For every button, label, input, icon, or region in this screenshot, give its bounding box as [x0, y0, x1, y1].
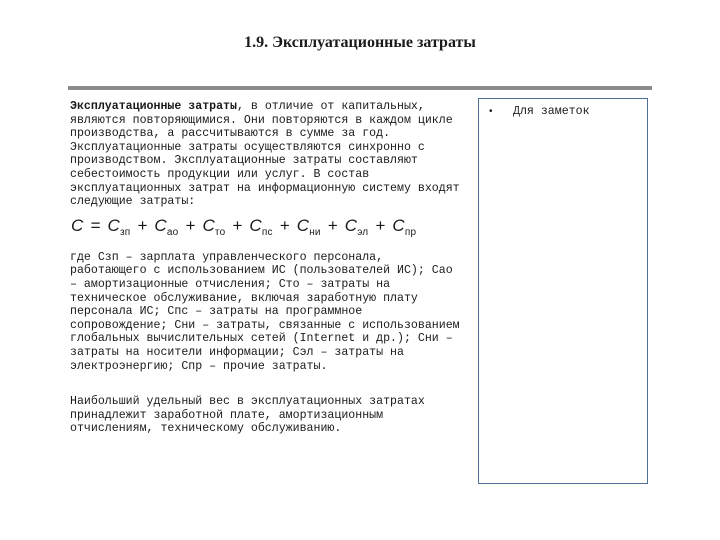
- intro-body: , в отличие от капитальных, являются повторяющимися. Они повторяются в каждом цикле производства, а рассчитываются в сумме за год. Эксплуатационные затраты осуществляются синхронно с производством. Эксплуатационные затраты составляют себестоимость продукции или услуг. В состав эксплуатационных затрат на информационную систему входят следующие затраты:: [70, 100, 460, 209]
- title-divider: [68, 86, 652, 90]
- notes-label: Для заметок: [513, 105, 590, 118]
- formula-equals: =: [90, 215, 101, 235]
- formula-term: $C_{то}$: [202, 215, 226, 238]
- formula-plus: +: [375, 215, 386, 235]
- formula-plus: +: [137, 215, 148, 235]
- formula-term: $C_{ао}$: [154, 215, 179, 238]
- intro-paragraph: [70, 100, 462, 209]
- formula-plus: +: [185, 215, 196, 235]
- formula-plus: +: [279, 215, 290, 235]
- explanation-paragraph: где Сзп – зарплата управленческого персонала, работающего с использованием ИС (пользователей ИС); Сао – амортизационные отчисления; Сто – затраты на техническое обслуживание, включая заработную плату персонала ИС; Спс – затраты на программное сопровождение; Сни – затраты, связанные с использованием глобальных вычислительных сетей (Internet и др.); Сни – затраты на носители информации; Сэл – затраты на электроэнергию; Спр – прочие затраты.: [70, 250, 460, 373]
- formula-plus: +: [327, 215, 338, 235]
- formula-term: $C_{эл}$: [344, 215, 369, 238]
- formula-term: $C_{пс}$: [249, 215, 273, 238]
- formula-term: $C_{ни}$: [296, 215, 321, 238]
- conclusion-paragraph: Наибольший удельный вес в эксплуатационных затратах принадлежит заработной плате, амортизационным отчислениям, техническому обслуживанию.: [70, 395, 425, 436]
- formula-lhs: C: [71, 215, 84, 235]
- formula-term: $C_{зп}$: [107, 215, 131, 238]
- bullet-icon: •: [489, 106, 493, 117]
- formula-term: $C_{пр}$: [392, 215, 417, 238]
- paragraph-gap: [70, 373, 462, 395]
- page-title: 1.9. Эксплуатационные затраты: [244, 34, 476, 51]
- main-content: [70, 100, 462, 436]
- intro-lead: Эксплуатационные затраты: [70, 100, 237, 113]
- notes-panel[interactable]: [478, 98, 648, 484]
- formula-plus: +: [232, 215, 243, 235]
- cost-formula: [71, 215, 462, 244]
